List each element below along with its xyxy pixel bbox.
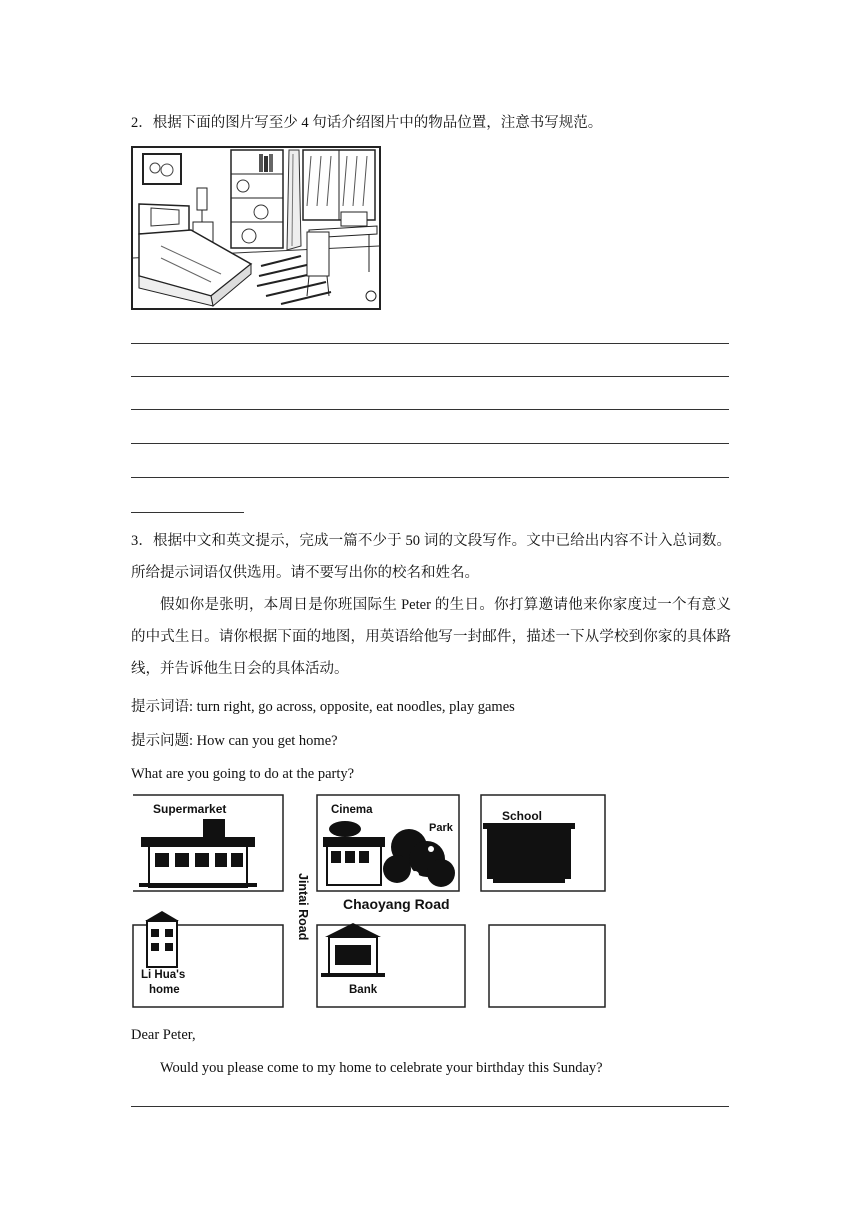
label-cinema: Cinema xyxy=(331,804,373,816)
hint-words: 提示词语: turn right, go across, opposite, eat noodles, play games xyxy=(131,699,515,715)
answer-line-short xyxy=(131,512,244,513)
label-lihua-line1: Li Hua's xyxy=(141,969,186,981)
label-supermarket: Supermarket xyxy=(153,802,227,816)
q3-intro: 3．根据中文和英文提示，完成一篇不少于 50 词的文段写作。文中已给出内容不计入总词数。所给提示词语仅供选用。请不要写出你的校名和姓名。 xyxy=(131,533,731,581)
answer-line xyxy=(131,477,729,478)
label-school: School xyxy=(502,809,543,823)
route-map xyxy=(131,793,607,1011)
letter-opening: Would you please come to my home to celebrate your birthday this Sunday? xyxy=(160,1060,603,1076)
answer-line xyxy=(131,1106,729,1107)
label-chaoyang-road: Chaoyang Road xyxy=(343,896,450,912)
answer-line xyxy=(131,376,729,377)
q2-prompt: 2．根据下面的图片写至少 4 句话介绍图片中的物品位置，注意书写规范。 xyxy=(131,115,603,131)
answer-line xyxy=(131,443,729,444)
label-park: Park xyxy=(429,822,453,834)
label-bank: Bank xyxy=(349,984,378,996)
letter-greeting: Dear Peter, xyxy=(131,1027,196,1043)
hint-question-1: 提示问题: How can you get home? xyxy=(131,733,338,749)
lihua-home-building xyxy=(145,911,179,967)
hint-question-2: What are you going to do at the party? xyxy=(131,766,355,782)
label-lihua-line2: home xyxy=(149,984,180,996)
label-jintai-road: Jintai Road xyxy=(296,873,310,941)
answer-line xyxy=(131,343,729,344)
q3-scenario: 假如你是张明，本周日是你班国际生 Peter 的生日。你打算邀请他来你家度过一个有意义的中式生日。请你根据下面的地图，用英语给他写一封邮件，描述一下从学校到你家的具体路线，并告诉他生日会的具体活动。 xyxy=(131,597,731,677)
bedroom-illustration xyxy=(131,146,381,310)
school-building xyxy=(483,823,575,883)
answer-line xyxy=(131,409,729,410)
